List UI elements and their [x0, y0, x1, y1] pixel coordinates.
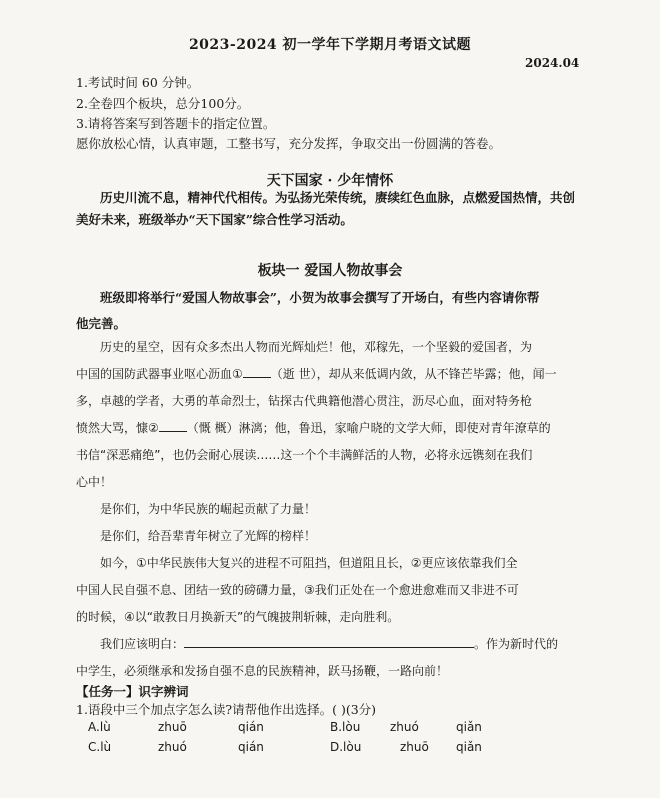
- story-text: 历史的星空，因有众多杰出人物而光辉灿烂！他，邓稼先，一个坚毅的爱国者，为: [100, 340, 533, 354]
- option-a-pinyin-2: zhuō: [158, 720, 187, 734]
- story-text: （逝 世），却从来低调内敛，从不锋芒毕露；他，闻一: [270, 367, 557, 381]
- encouragement-line: 愿你放松心情，认真审题，工整书写，充分发挥，争取交出一份圆满的答卷。: [76, 136, 502, 151]
- story-text: （慨 概）淋漓；他，鲁迅，家喻户晓的文学大师，即使对青年潦草的: [186, 421, 551, 435]
- question-text: 1.语段中三个加点字怎么读?请帮他作出选择。( )(3分): [76, 702, 377, 717]
- option-c-pinyin-2: zhuó: [158, 740, 187, 754]
- story-text: 多，卓越的学者，大勇的革命烈士，钻探古代典籍他潜心贯注，沥尽心血，面对特务枪: [76, 394, 533, 408]
- instruction-line: 1.考试时间 60 分钟。: [76, 75, 200, 90]
- story-text: 中学生，必须继承和发扬自强不息的民族精神，跃马扬鞭，一路向前！: [76, 664, 449, 678]
- theme-intro-line: 美好未来，班级举办“天下国家”综合性学习活动。: [76, 212, 353, 227]
- theme-intro-line: 历史川流不息，精神代代相传。为弘扬光荣传统，赓续红色血脉，点燃爱国热情，共创: [100, 190, 576, 205]
- option-d-pinyin-2: zhuō: [400, 740, 429, 754]
- story-paragraph: [76, 334, 606, 685]
- instruction-line: 3.请将答案写到答题卡的指定位置。: [76, 116, 276, 131]
- story-text: 心中！: [76, 475, 113, 489]
- fill-blank-1[interactable]: [243, 367, 271, 378]
- option-c-pinyin-3: qián: [238, 740, 264, 754]
- section-intro-line: 他完善。: [76, 316, 127, 331]
- option-row: [0, 720, 660, 738]
- option-a[interactable]: A.lù: [88, 720, 111, 734]
- story-text: 是你们，给吾辈青年树立了光辉的榜样！: [100, 529, 317, 543]
- option-c[interactable]: C.lù: [88, 740, 112, 754]
- option-d-pinyin-3: qiǎn: [456, 740, 482, 754]
- task-heading: 【任务一】识字辨词: [76, 684, 189, 699]
- section-intro-line: 班级即将举行“爱国人物故事会”，小贺为故事会撰写了开场白，有些内容请你帮: [100, 290, 540, 305]
- story-text: 如今，①中华民族伟大复兴的进程不可阻挡，但道阻且长，②更应该依靠我们全: [100, 556, 518, 570]
- section-heading: 板块一 爱国人物故事会: [257, 263, 403, 279]
- exam-date: 2024.04: [525, 56, 580, 70]
- option-d[interactable]: D.lòu: [330, 740, 362, 754]
- exam-title: 2023-2024 初一学年下学期月考语文试题: [188, 37, 472, 53]
- story-text: 我们应该明白：: [100, 637, 185, 651]
- answer-blank-line[interactable]: [184, 635, 474, 648]
- story-text: 。作为新时代的: [474, 637, 559, 651]
- option-b-pinyin-3: qiǎn: [456, 720, 482, 734]
- story-text: 中国人民自强不息、团结一致的磅礴力量，③我们正处在一个愈进愈难而又非进不可: [76, 583, 519, 597]
- instruction-line: 2.全卷四个板块，总分100分。: [76, 96, 250, 111]
- story-text: 愤然大骂，慷②: [76, 421, 159, 435]
- theme-heading: 天下国家 · 少年情怀: [266, 173, 394, 189]
- story-text: 的时候，④以“敢教日月换新天”的气魄披荆斩棘，走向胜利。: [76, 610, 400, 624]
- option-a-pinyin-3: qián: [238, 720, 264, 734]
- story-text: 书信“深恶痛绝”，也仍会耐心展读……这一个个丰满鲜活的人物，必将永远镌刻在我们: [76, 448, 533, 462]
- option-row: [0, 740, 660, 758]
- story-text: 是你们，为中华民族的崛起贡献了力量！: [100, 502, 317, 516]
- option-b[interactable]: B.lòu: [330, 720, 361, 734]
- option-b-pinyin-2: zhuó: [390, 720, 419, 734]
- story-text: 中国的国防武器事业呕心沥血①: [76, 367, 243, 381]
- fill-blank-2[interactable]: [159, 421, 187, 432]
